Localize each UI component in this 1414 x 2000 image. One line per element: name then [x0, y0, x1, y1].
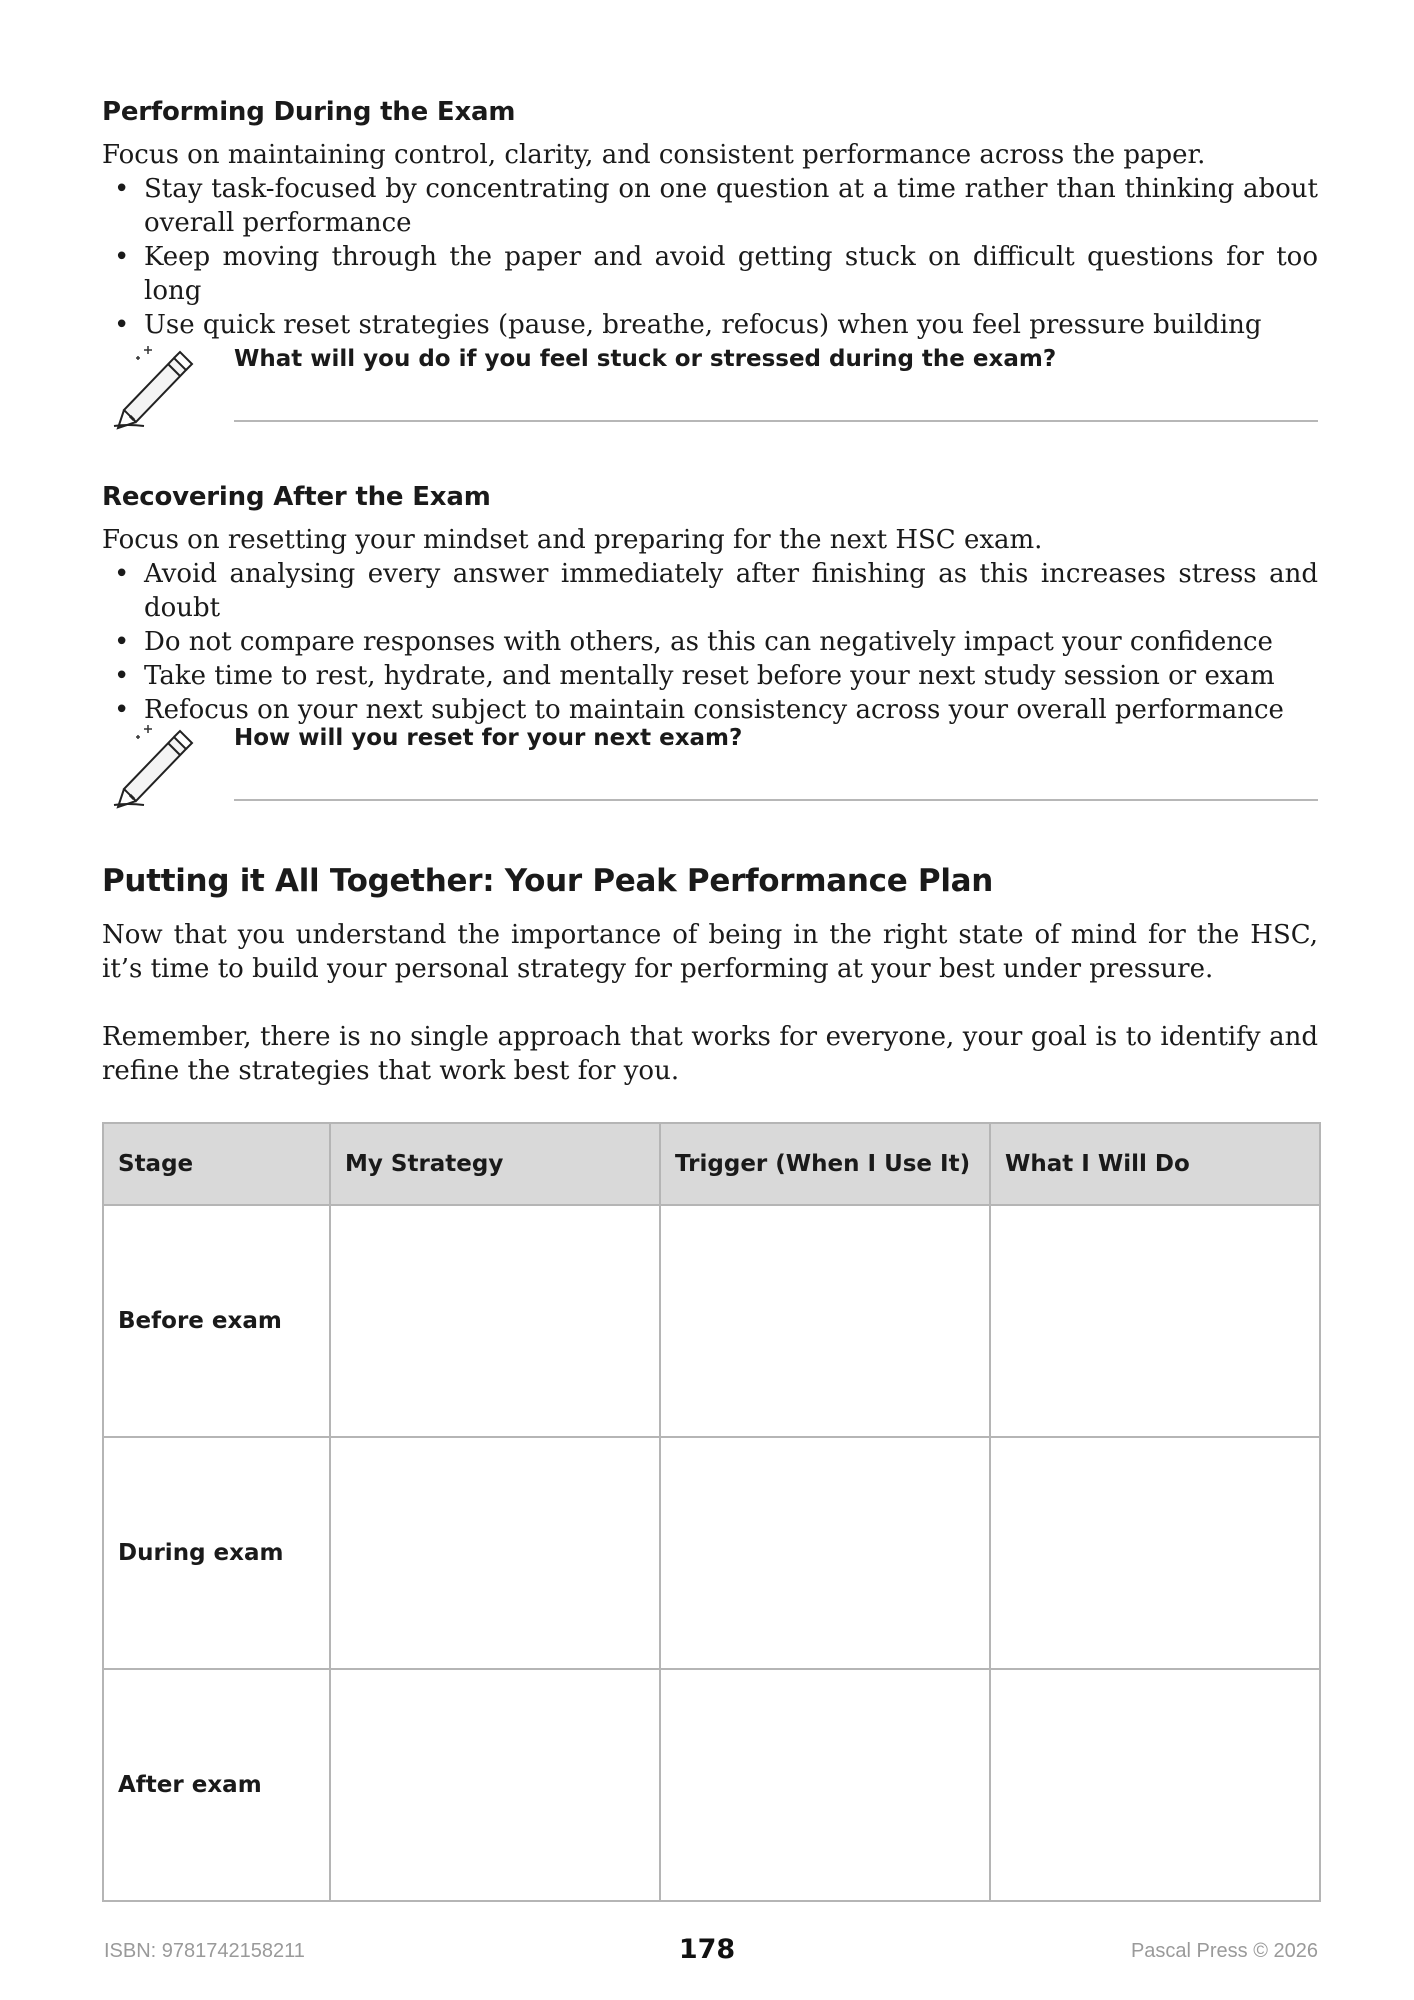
table-cell-input[interactable]	[660, 1205, 990, 1437]
plan-heading: Putting it All Together: Your Peak Performance Plan	[102, 863, 994, 899]
list-item: • Stay task-focused by concentrating on one question at a time rather than thinking about overall performance	[102, 172, 1318, 240]
reflection-prompt-during-exam	[102, 340, 1318, 430]
table-cell-input[interactable]	[330, 1669, 660, 1901]
peak-performance-plan-table	[102, 1122, 1321, 1902]
row-label-after-exam: After exam	[103, 1669, 330, 1901]
reflection-question: How will you reset for your next exam?	[234, 725, 743, 751]
section-heading-after-exam: Recovering After the Exam	[102, 482, 491, 512]
bullet-list-during-exam	[102, 172, 1318, 342]
answer-line[interactable]	[234, 420, 1318, 422]
table-row	[103, 1437, 1320, 1669]
column-header-trigger: Trigger (When I Use It)	[660, 1123, 990, 1205]
pencil-icon	[108, 340, 198, 430]
list-item: • Do not compare responses with others, as this can negatively impact your confidence	[102, 625, 1318, 659]
bullet-list-after-exam	[102, 557, 1318, 727]
pencil-icon	[108, 719, 198, 809]
reflection-prompt-after-exam	[102, 719, 1318, 809]
plan-paragraph-2: Remember, there is no single approach that works for everyone, your goal is to identify and refine the strategies that work best for you.	[102, 1022, 1318, 1086]
row-label-during-exam: During exam	[103, 1437, 330, 1669]
column-header-my-strategy: My Strategy	[330, 1123, 660, 1205]
list-item: • Refocus on your next subject to maintain consistency across your overall performance	[102, 693, 1318, 727]
table-cell-input[interactable]	[330, 1205, 660, 1437]
section-intro-during-exam: Focus on maintaining control, clarity, and consistent performance across the paper.	[102, 140, 1206, 170]
section-heading-during-exam: Performing During the Exam	[102, 97, 516, 127]
table-cell-input[interactable]	[990, 1205, 1320, 1437]
table-row	[103, 1669, 1320, 1901]
footer-publisher: Pascal Press © 2026	[1130, 1940, 1318, 1962]
table-cell-input[interactable]	[660, 1669, 990, 1901]
answer-line[interactable]	[234, 799, 1318, 801]
table-cell-input[interactable]	[990, 1669, 1320, 1901]
column-header-what-i-will-do: What I Will Do	[990, 1123, 1320, 1205]
plan-paragraph-1: Now that you understand the importance of being in the right state of mind for the HSC, it’s time to build your personal strategy for performing at your best under pressure.	[102, 920, 1318, 984]
table-row	[103, 1205, 1320, 1437]
table-cell-input[interactable]	[660, 1437, 990, 1669]
reflection-question: What will you do if you feel stuck or stressed during the exam?	[234, 346, 1057, 372]
column-header-stage: Stage	[103, 1123, 330, 1205]
footer-isbn: ISBN: 9781742158211	[104, 1940, 305, 1962]
row-label-before-exam: Before exam	[103, 1205, 330, 1437]
list-item: • Avoid analysing every answer immediately after finishing as this increases stress and doubt	[102, 557, 1318, 625]
table-header-row	[103, 1123, 1320, 1205]
list-item: • Keep moving through the paper and avoid getting stuck on difficult questions for too long	[102, 240, 1318, 308]
list-item: • Use quick reset strategies (pause, breathe, refocus) when you feel pressure building	[102, 308, 1318, 342]
page-number: 178	[678, 1934, 736, 1965]
table-cell-input[interactable]	[330, 1437, 660, 1669]
table-cell-input[interactable]	[990, 1437, 1320, 1669]
list-item: • Take time to rest, hydrate, and mentally reset before your next study session or exam	[102, 659, 1318, 693]
section-intro-after-exam: Focus on resetting your mindset and preparing for the next HSC exam.	[102, 525, 1043, 555]
